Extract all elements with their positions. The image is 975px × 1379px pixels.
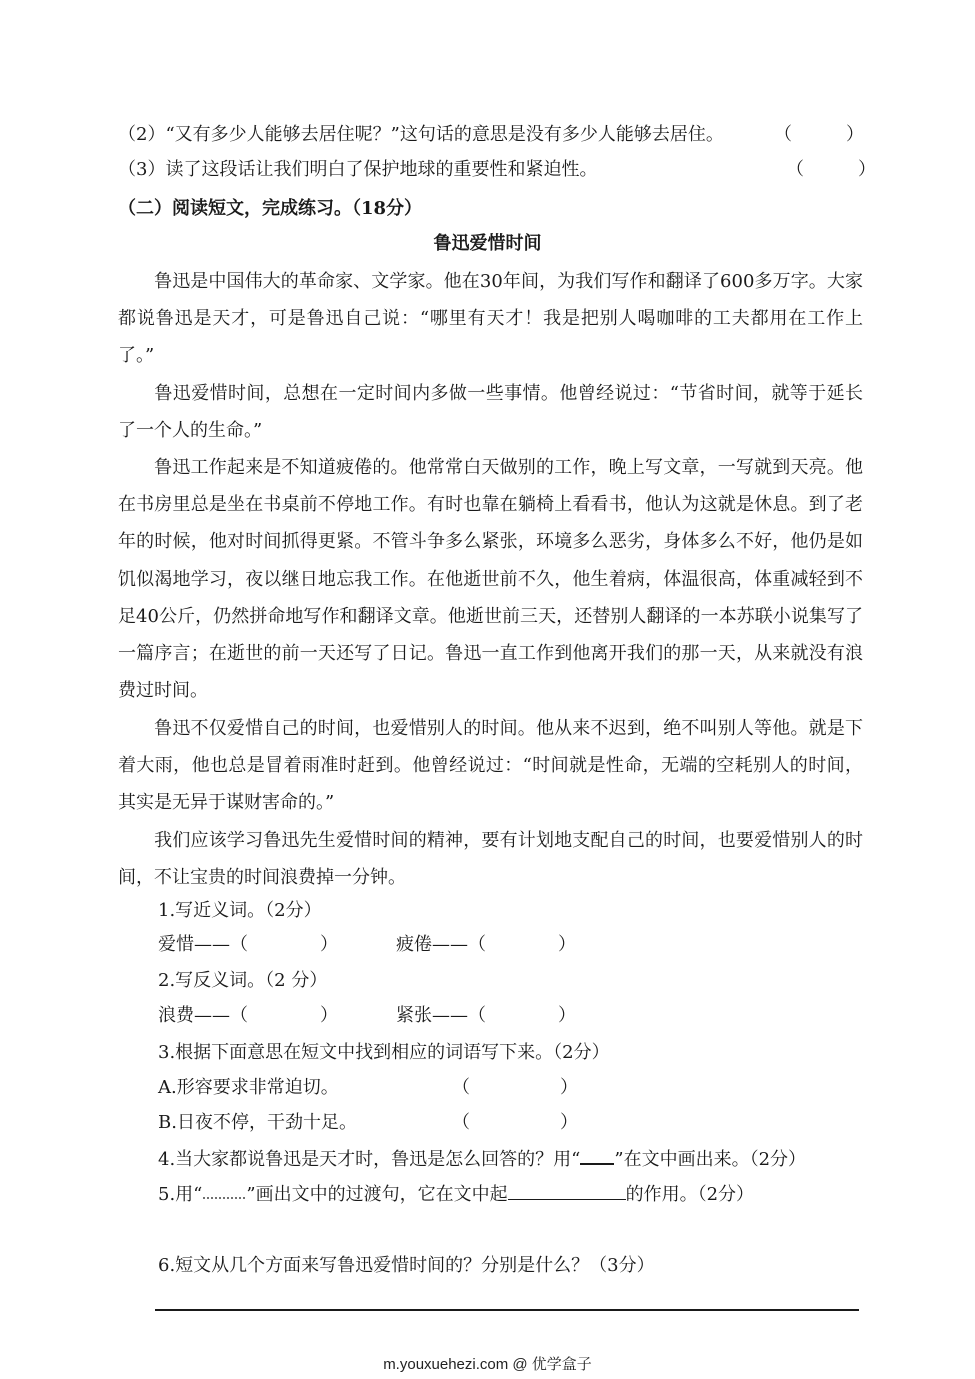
question-3-label: 3.根据下面意思在短文中找到相应的词语写下来。（2分）: [158, 1042, 610, 1063]
question-3-item-a: A.形容要求非常迫切。: [158, 1077, 339, 1098]
question-1-blank-a[interactable]: 爱惜——（ ）: [158, 934, 338, 955]
paragraph-1: 鲁迅是中国伟大的革命家、文学家。他在30年间，为我们写作和翻译了600多万字。大家都说鲁迅是天才，可是鲁迅自己说：“哪里有天才！我是把别人喝咖啡的工夫都用在工作上了。”: [118, 271, 863, 367]
judge-item-2-paren[interactable]: （ ）: [774, 124, 864, 145]
question-3-item-b: B.日夜不停，干劲十足。: [158, 1112, 357, 1133]
question-6-label: 6.短文从几个方面来写鲁迅爱惜时间的？分别是什么？（3分）: [158, 1255, 655, 1276]
wavy-underline-mark: [202, 1186, 246, 1200]
question-5-answer-blank[interactable]: [508, 1185, 626, 1200]
judge-item-3-paren[interactable]: （ ）: [786, 159, 876, 180]
question-2-label: 2.写反义词。（2 分）: [158, 970, 328, 991]
question-3-blank-a[interactable]: （ ）: [452, 1077, 578, 1098]
judge-item-2: （2）“又有多少人能够去居住呢？”这句话的意思是没有多少人能够去居住。: [118, 124, 724, 145]
solid-underline-mark: [580, 1149, 614, 1165]
judge-item-3: （3）读了这段话让我们明白了保护地球的重要性和紧迫性。: [118, 159, 598, 180]
question-2-blank-a[interactable]: 浪费——（ ）: [158, 1005, 338, 1026]
question-1-label: 1.写近义词。（2分）: [158, 900, 322, 921]
question-6-answer-line[interactable]: [155, 1309, 859, 1311]
section-heading: （二）阅读短文，完成练习。（18分）: [118, 198, 423, 219]
paragraph-5: 我们应该学习鲁迅先生爱惜时间的精神，要有计划地支配自己的时间，也要爱惜别人的时间，不让宝贵的时间浪费掉一分钟。: [118, 830, 863, 889]
article-title: 鲁迅爱惜时间: [433, 233, 542, 254]
question-5: 5.用“ ”画出文中的过渡句，它在文中起 的作用。（2分）: [158, 1184, 755, 1205]
footer-watermark: m.youxuehezi.com @ 优学盒子: [383, 1356, 592, 1373]
question-4: 4.当大家都说鲁迅是天才时，鲁迅是怎么回答的？用“ ”在文中画出来。（2分）: [158, 1149, 807, 1170]
paragraph-3: 鲁迅工作起来是不知道疲倦的。他常常白天做别的工作，晚上写文章，一写就到天亮。他在书房里总是坐在书桌前不停地工作。有时也靠在躺椅上看看书，他认为这就是休息。到了老年的时候，他对时间抓得更紧。不管斗争多么紧张，环境多么恶劣，身体多么不好，他仍是如饥似渴地学习，夜以继日地忘我工作。在他逝世前不久，他生着病，体温很高，体重减轻到不足40公斤，仍然拼命地写作和翻译文章。他逝世前三天，还替别人翻译的一本苏联小说集写了一篇序言；在逝世的前一天还写了日记。鲁迅一直工作到他离开我们的那一天，从来就没有浪费过时间。: [118, 457, 863, 702]
question-2-blank-b[interactable]: 紧张——（ ）: [396, 1005, 576, 1026]
question-3-blank-b[interactable]: （ ）: [452, 1112, 578, 1133]
paragraph-2: 鲁迅爱惜时间，总想在一定时间内多做一些事情。他曾经说过：“节省时间，就等于延长了一个人的生命。”: [118, 383, 863, 442]
paragraph-4: 鲁迅不仅爱惜自己的时间，也爱惜别人的时间。他从来不迟到，绝不叫别人等他。就是下着大雨，他也总是冒着雨准时赶到。他曾经说过：“时间就是性命，无端的空耗别人的时间，其实是无异于谋财害命的。”: [118, 718, 863, 814]
question-1-blank-b[interactable]: 疲倦——（ ）: [396, 934, 576, 955]
